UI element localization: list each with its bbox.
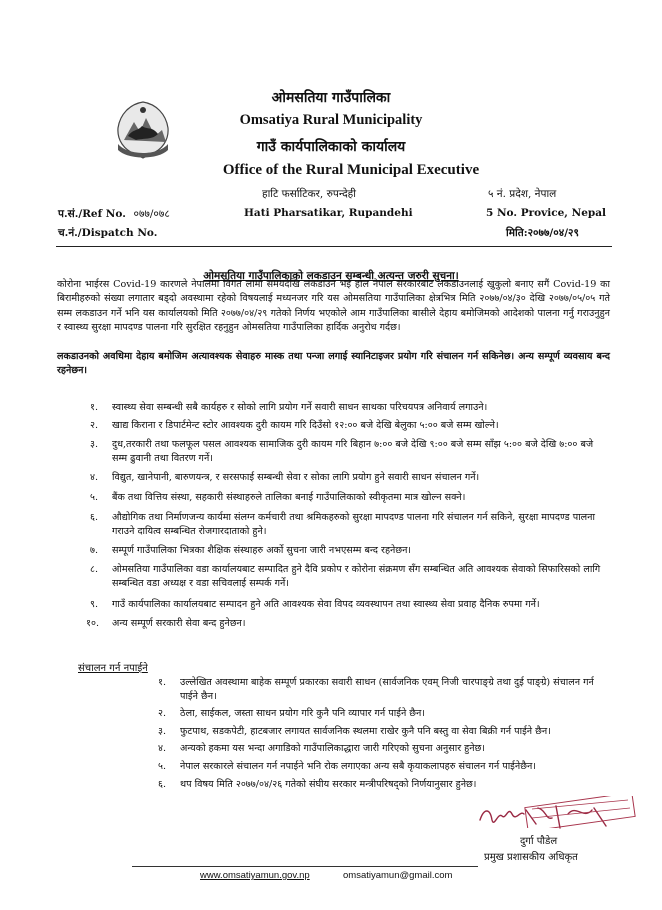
list-item-text: नेपाल सरकारले संचालन गर्न नपाईने भनि रोक लगाएका अन्य सबै कृयाकलापहरु संचालन गर्न पाईनेछैन। — [180, 761, 536, 772]
list-item — [158, 707, 610, 721]
ref-value: ०७७/०७८ — [133, 208, 170, 220]
list-item-number: ३. — [158, 726, 167, 737]
list-item — [90, 401, 610, 415]
list-item-number: ६. — [90, 512, 99, 523]
list-item — [158, 676, 610, 704]
list-item-number: १. — [158, 677, 167, 688]
list-item-text: उल्लेखित अवस्थामा बाहेक सम्पूर्ण प्रकारका सवारी साधन (सार्वजनिक एवम् निजी चारपाङ्ग्रे तथा दुई पाङ्ग्रे) संचालन गर्न पाईने छैन। — [180, 677, 594, 702]
list-item — [158, 760, 610, 774]
prohibited-heading-text: संचालन गर्न नपाईने — [78, 663, 148, 674]
list-item-number: ९. — [90, 599, 99, 610]
date — [506, 226, 579, 240]
address-nepali: हाटि फर्साटिकर, रुपन्देही — [262, 188, 356, 200]
notice-bold-note: लकडाउनको अवधिमा देहाय बमोजिम अत्यावश्यक सेवाहरु मास्क तथा पन्जा लगाई स्यानिटाइजर प्रयोग गरि संचालन गर्न सकिनेछ। अन्य सम्पूर्ण व्यवसाय बन्द रहनेछन। — [57, 351, 610, 377]
list-item — [158, 778, 610, 792]
list-item-text: खाद्य किराना र डिपार्टमेन्ट स्टोर आवश्यक दुरी कायम गरि दिउँसो १२:०० बजे देखि बेलुका ५:०० बजे सम्म खोल्ने। — [112, 420, 499, 431]
footer-website-link[interactable]: www.omsatiyamun.gov.np — [200, 870, 310, 881]
list-item — [158, 725, 610, 739]
list-item-number: ४. — [158, 743, 167, 754]
list-item-text: विद्युत, खानेपानी, बारुणयन्त्र, र सरसफाई सम्बन्धी सेवा र सोका लागि प्रयोग हुने सवारी साधन संचालन गर्ने। — [112, 472, 480, 483]
ref-label: प.सं./Ref No. — [58, 208, 126, 220]
list-item — [86, 617, 610, 631]
header-divider — [56, 246, 612, 247]
list-item-text: बैंक तथा वित्तिय संस्था, सहकारी संस्थाहरुले तालिका बनाई गाउँपालिकाको स्वीकृतमा मात्र खोल्न सक्ने। — [112, 492, 466, 503]
dispatch-number: च.नं./Dispatch No. — [58, 227, 158, 239]
list-item — [90, 511, 610, 539]
prohibited-list — [158, 676, 610, 796]
list-item-text: ठेला, साईकल, जस्ता साधन प्रयोग गरि कुनै पनि व्यापार गर्न पाईने छैन। — [180, 708, 425, 719]
list-item — [90, 419, 610, 433]
list-item-number: ५. — [90, 492, 99, 503]
list-item-text: फुटपाथ, सडकपेटी, हाटबजार लगायत सार्वजनिक स्थलमा राखेर कुनै पनि बस्तु वा सेवा बिक्री गर्न पाईने छैन। — [180, 726, 551, 737]
allowed-services-list — [86, 401, 610, 631]
notice-title-text: ओमसतिया गाउँपालिकाको लकडाउन सम्बन्धी अत्यन्त जरुरी सुचना। — [203, 270, 459, 282]
list-item-number: १०. — [86, 618, 100, 629]
list-item-text: दुध,तरकारी तथा फलफूल पसल आवश्यक सामाजिक दुरी कायम गरि बिहान ७:०० बजे देखि ९:०० बजे सम्म साँझ ५:०० बजे देखि ७:०० बजे सम्म ढुवानी तथा वितरण गर्ने। — [112, 439, 594, 464]
list-item — [90, 598, 610, 612]
municipality-name-nepali: ओमसतिया गाउँपालिका — [271, 90, 391, 106]
list-item-text: स्वास्थ्य सेवा सम्बन्धी सबै कार्यहरु र सोको लागि प्रयोग गर्ने सवारी साधन साथका परिचयपत्र अनिवार्य लगाउने। — [112, 402, 488, 413]
list-item-text: औद्योगिक तथा निर्माणजन्य कार्यमा संलग्न कर्मचारी तथा श्रमिकहरुको सुरक्षा मापदण्ड पालना गरि संचालन गर्न सकिने, सुरक्षा मापदण्ड पालना गराउने दायित्व सम्बन्धित रोजगारदाताको हुने। — [112, 512, 595, 537]
footer-divider — [132, 866, 478, 867]
prohibited-heading — [78, 656, 148, 675]
list-item — [158, 742, 610, 756]
list-item — [90, 491, 610, 505]
address-english: Hati Pharsatikar, Rupandehi — [244, 207, 413, 219]
footer-email[interactable]: omsatiyamun@gmail.com — [343, 870, 453, 881]
list-item-text: गाउँ कार्यपालिका कार्यालयबाट सम्पादन हुने अति आवश्यक सेवा विपद व्यवस्थापन तथा स्वास्थ्य सेवा प्रवाह दैनिक रुपमा गर्ने। — [112, 599, 540, 610]
official-stamp — [520, 796, 640, 828]
list-item-text: अन्य सम्पूर्ण सरकारी सेवा बन्द हुनेछन। — [112, 618, 246, 629]
province-english: 5 No. Provice, Nepal — [486, 207, 607, 219]
signatory-designation: प्रमुख प्रशासकीय अधिकृत — [484, 852, 578, 863]
list-item-text: ओमसतिया गाउँपालिका वडा कार्यालयबाट सम्पादित हुने दैवि प्रकोप र कोरोना संक्रमण सँग सम्बन्धित अति आवश्यक सेवाको सिफारिसको लागि सम्बन्धित वडा अध्यक्ष र वडा सचिवलाई सम्पर्क गर्ने। — [112, 564, 601, 589]
date-label: मिति: — [506, 227, 528, 239]
list-item-number: ४. — [90, 472, 99, 483]
notice-intro-paragraph: कोरोना भाईरस Covid-19 कारणले नेपालमा विगत लामो समयदेखि लकडाउन भई हाल नेपाल सरकारबाट लकडाउनलाई खुकुलो बनाए सगैं Covid-19 का बिरामीहरुको संख्या लगातार बड्दो अवस्थामा रहेको विषयलाई मध्यनजर गरि यस ओमसतिया गाउँपालिका क्षेत्रभित्र मिति २०७७/०४/३० देखि २०७७/०५/०५ गते सम्म लकडाउन गर्ने भनि यस कार्यालयको मिति २०७७/०४/२९ गतेको निर्णय भएकोले आम गाउँपालिका बासीले देहाय बमोजिमको आदेशको पालना गर्नु गराउनुहुन र स्वास्थ्य सुरक्षा मापदण्ड पालना गरि सुरक्षित रहनुहुन ओमसतिया गाउँपालिका हार्दिक अनुरोध गर्दछ। — [57, 279, 610, 334]
list-item-number: ८. — [90, 564, 99, 575]
signatory-name: दुर्गा पौडेल — [520, 836, 558, 847]
ref-number — [58, 207, 170, 221]
office-name-nepali: गाउँ कार्यपालिकाको कार्यालय — [256, 139, 406, 155]
list-item-number: ५. — [158, 761, 167, 772]
list-item-number: २. — [158, 708, 167, 719]
date-value: २०७७/०४/२९ — [527, 227, 579, 239]
province-nepali: ५ नं. प्रदेश, नेपाल — [488, 188, 557, 200]
list-item — [90, 563, 610, 591]
municipality-name-english: Omsatiya Rural Municipality — [239, 112, 423, 128]
list-item-text: सम्पूर्ण गाउँपालिका भित्रका शैक्षिक संस्थाहरु अर्को सुचना जारी नभएसम्म बन्द रहनेछन। — [112, 545, 412, 556]
list-item — [90, 544, 610, 558]
list-item-text: थप विषय मिति २०७७/०४/२६ गतेको संघीय सरकार मन्त्रीपरिषद्को निर्णयानुसार हुनेछ। — [180, 779, 477, 790]
list-item-number: १. — [90, 402, 99, 413]
office-name-english: Office of the Rural Municipal Executive — [222, 162, 480, 178]
list-item-number: २. — [90, 420, 99, 431]
list-item-number: ३. — [90, 439, 99, 450]
list-item-number: ६. — [158, 779, 167, 790]
list-item-number: ७. — [90, 545, 99, 556]
list-item-text: अन्यको हकमा यस भन्दा अगाडिको गाउँपालिकाद्धारा जारी गरिएको सुचना अनुसार हुनेछ। — [180, 743, 485, 754]
list-item — [90, 471, 610, 485]
list-item — [90, 438, 610, 466]
